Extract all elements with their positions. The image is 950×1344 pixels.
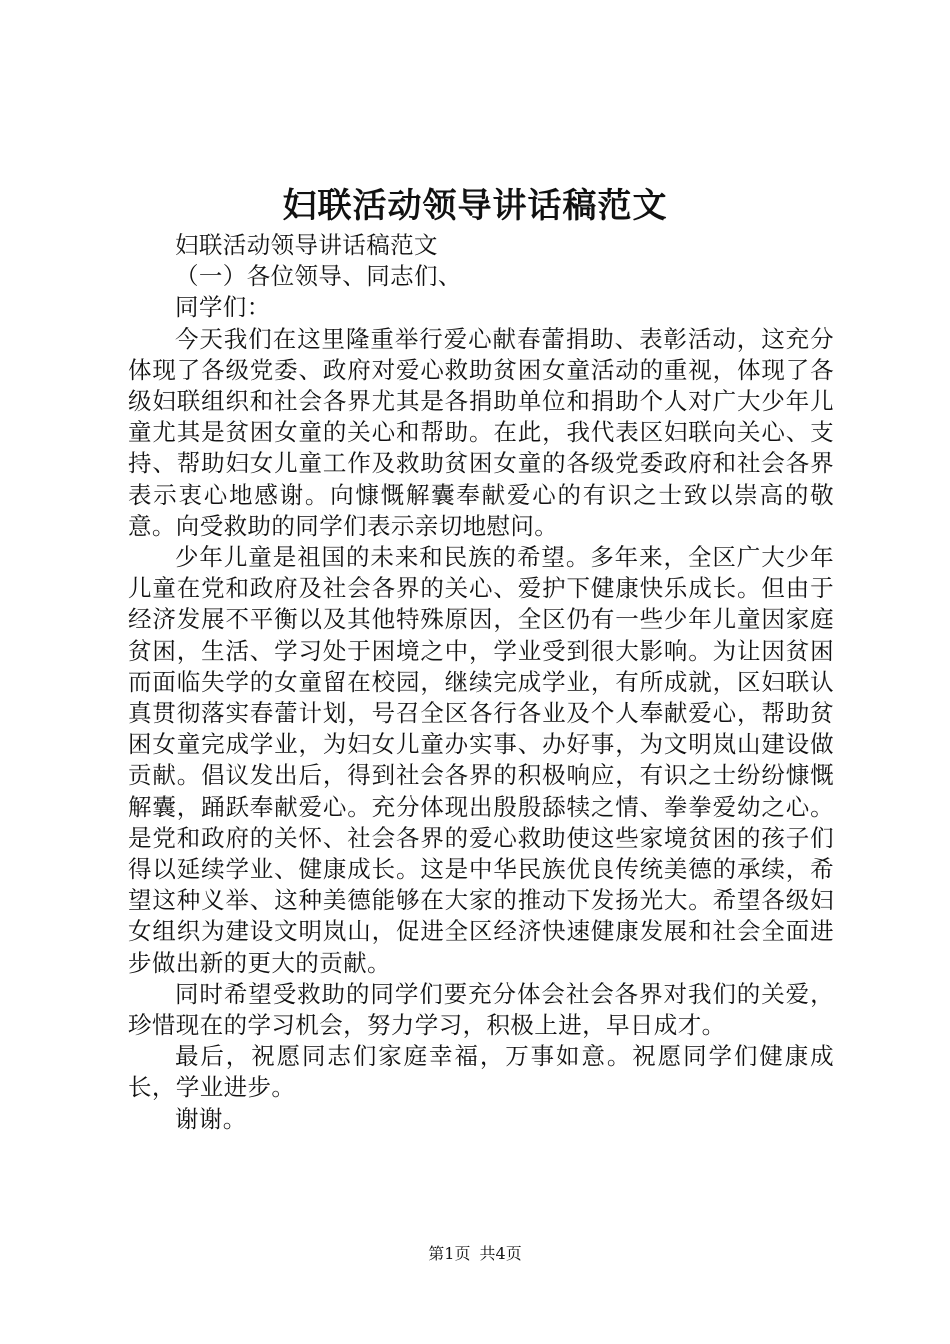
paragraph-body-2: 少年儿童是祖国的未来和民族的希望。多年来，全区广大少年儿童在党和政府及社会各界的关心、爱护下健康快乐成长。但由于经济发展不平衡以及其他特殊原因，全区仍有一些少年儿童因家庭贫困，生活、学习处于困境之中，学业受到很大影响。为让因贫困而面临失学的女童留在校园，继续完成学业，有所成就，区妇联认真贯彻落实春蕾计划，号召全区各行各业及个人奉献爱心，帮助贫困女童完成学业，为妇女儿童办实事、办好事，为文明岚山建设做贡献。倡议发出后，得到社会各界的积极响应，有识之士纷纷慷慨解囊，踊跃奉献爱心。充分体现出殷殷舔犊之情、拳拳爱幼之心。是党和政府的关怀、社会各界的爱心救助使这些家境贫困的孩子们得以延续学业、健康成长。这是中华民族优良传统美德的承续，希望这种义举、这种美德能够在大家的推动下发扬光大。希望各级妇女组织为建设文明岚山，促进全区经济快速健康发展和社会全面进步做出新的更大的贡献。 bbox=[128, 543, 834, 977]
paragraph-body-1: 今天我们在这里隆重举行爱心献春蕾捐助、表彰活动，这充分体现了各级党委、政府对爱心救助贫困女童活动的重视，体现了各级妇联组织和社会各界尤其是各捐助单位和捐助个人对广大少年儿童尤其是贫困女童的关心和帮助。在此，我代表区妇联向关心、支持、帮助妇女儿童工作及救助贫困女童的各级党委政府和社会各界表示衷心地感谢。向慷慨解囊奉献爱心的有识之士致以崇高的敬意。向受救助的同学们表示亲切地慰问。 bbox=[128, 324, 834, 540]
document-title: 妇联活动领导讲话稿范文 bbox=[282, 186, 668, 226]
page-footer bbox=[0, 1244, 950, 1264]
paragraph-salutation-1: （一）各位领导、同志们、 bbox=[175, 262, 462, 291]
paragraph-body-4: 最后，祝愿同志们家庭幸福，万事如意。祝愿同学们健康成长，学业进步。 bbox=[128, 1042, 834, 1102]
paragraph-body-3: 同时希望受救助的同学们要充分体会社会各界对我们的关爱，珍惜现在的学习机会，努力学习，积极上进，早日成才。 bbox=[128, 979, 834, 1040]
paragraph-subtitle: 妇联活动领导讲话稿范文 bbox=[175, 231, 438, 259]
page-total: 共4页 bbox=[479, 1244, 522, 1263]
paragraph-salutation-2: 同学们： bbox=[175, 293, 271, 322]
page-number: 第1页 bbox=[428, 1244, 471, 1263]
document-body bbox=[128, 230, 834, 1135]
paragraph-closing: 谢谢。 bbox=[175, 1104, 247, 1133]
